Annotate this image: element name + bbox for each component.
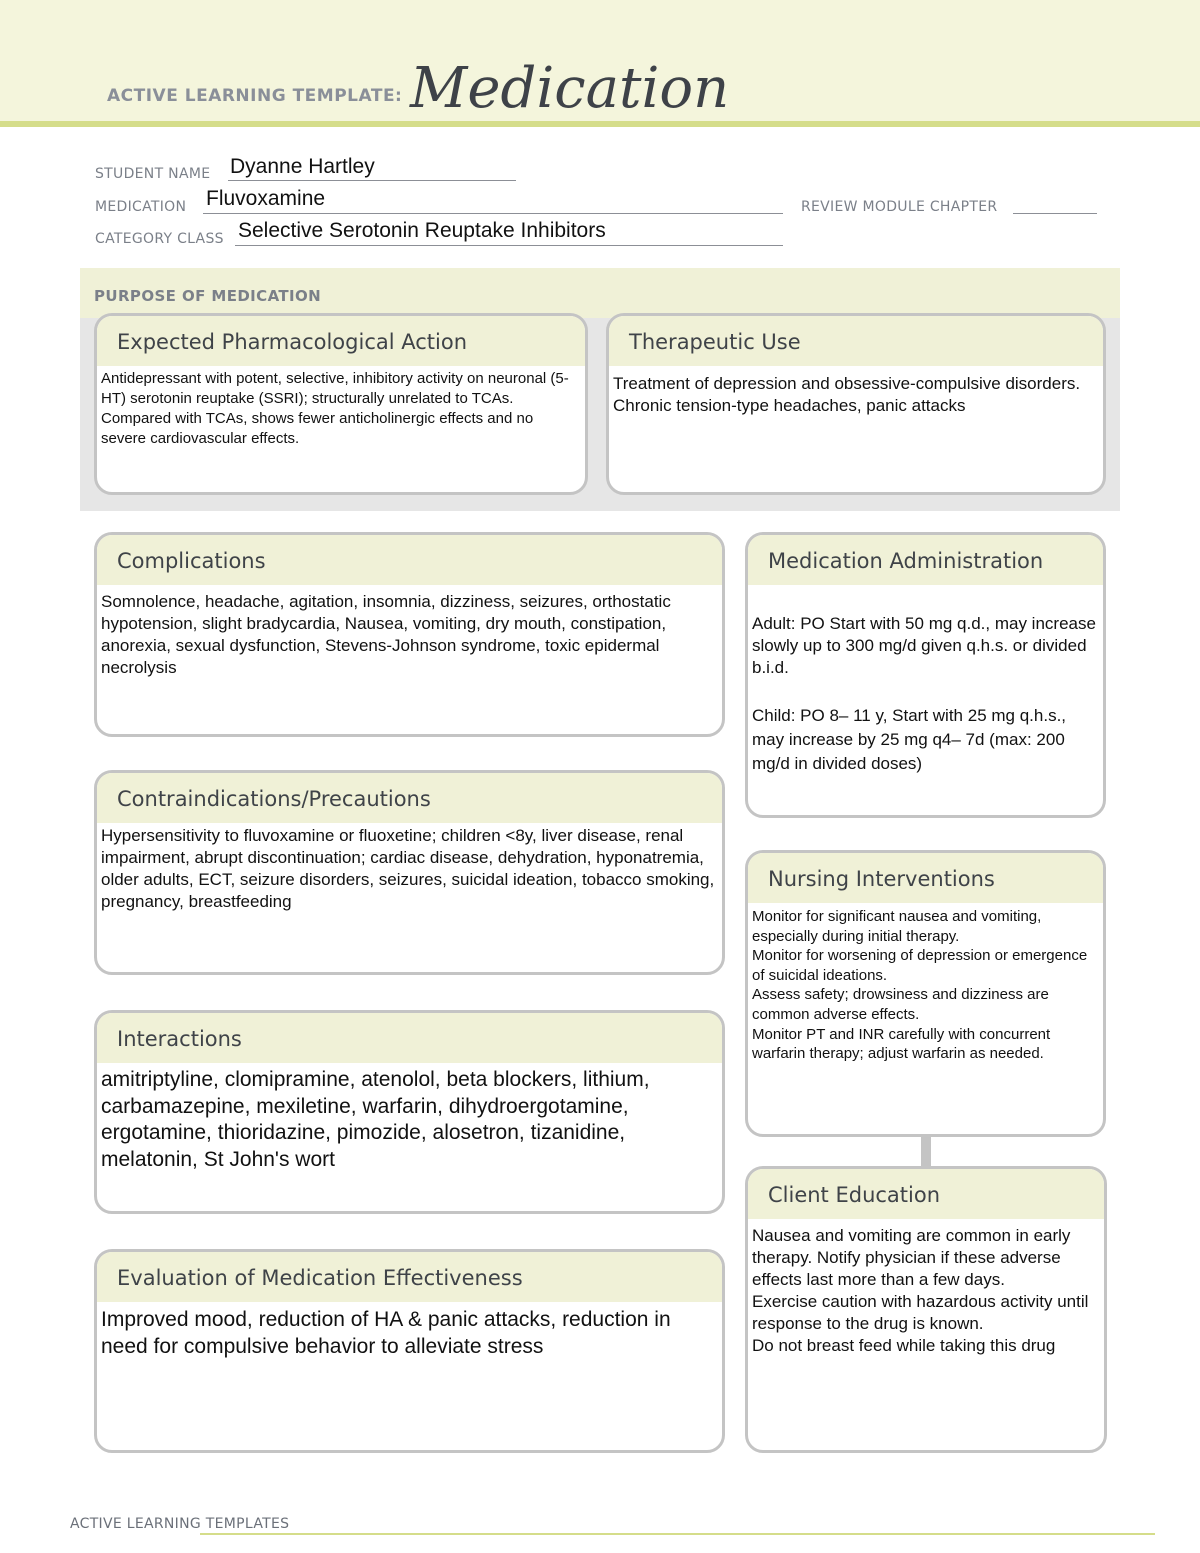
contraindications-header <box>97 773 722 823</box>
expected-action-text[interactable]: Antidepressant with potent, selective, inhibitory activity on neuronal (5-HT) serotonin reuptake (SSRI); structurally unrelated to TCAs. Compared with TCAs, shows fewer anticholinergic effects and no severe cardiovascular effects. <box>101 370 569 447</box>
medication-field[interactable]: Fluvoxamine <box>206 187 326 210</box>
template-title: Medication <box>410 56 730 121</box>
nursing-box <box>745 850 1106 1137</box>
contraindications-title: Contraindications/Precautions <box>117 787 431 811</box>
complications-title: Complications <box>117 549 266 573</box>
nursing-text[interactable]: Monitor for significant nausea and vomiting, especially during initial therapy. Monitor for worsening of depression or emergence of suicidal ideations. Assess safety; drowsiness and dizziness are common adverse effects. Monitor PT and INR carefully with concurrent warfarin therapy; adjust warfarin as needed. <box>752 908 1088 1063</box>
contraindications-text[interactable]: Hypersensitivity to fluvoxamine or fluoxetine; children <8y, liver disease, renal impairment, abrupt discontinuation; cardiac disease, dehydration, hyponatremia, older adults, ECT, seizure disorders, seizures, suicidal ideation, tobacco smoking, pregnancy, breastfeeding <box>101 826 715 911</box>
therapeutic-use-header <box>609 316 1103 366</box>
footer-rule <box>200 1533 1155 1535</box>
interactions-text[interactable]: amitriptyline, clomipramine, atenolol, beta blockers, lithium, carbamazepine, mexiletine, warfarin, dihydroergotamine, ergotamine, thioridazine, pimozide, alosetron, tizanidine, melatonin, St John's wort <box>101 1068 650 1171</box>
interactions-title: Interactions <box>117 1027 242 1051</box>
contraindications-box <box>94 770 725 975</box>
expected-action-header <box>97 316 585 366</box>
complications-box <box>94 532 725 737</box>
nursing-header <box>748 853 1103 903</box>
interactions-header <box>97 1013 722 1063</box>
evaluation-box <box>94 1249 725 1453</box>
administration-child-text[interactable]: Child: PO 8– 11 y, Start with 25 mg q.h.s., may increase by 25 mg q4– 7d (max: 200 mg/d in divided doses) <box>752 706 1067 773</box>
administration-box <box>745 532 1106 818</box>
header-rule <box>0 121 1200 127</box>
purpose-title: PURPOSE OF MEDICATION <box>94 287 322 305</box>
therapeutic-use-box <box>606 313 1106 495</box>
complications-text[interactable]: Somnolence, headache, agitation, insomnia, dizziness, seizures, orthostatic hypotension, slight bradycardia, Nausea, vomiting, dry mouth, constipation, anorexia, sexual dysfunction, Stevens-Johnson syndrome, toxic epidermal necrolysis <box>101 592 671 677</box>
category-class-line <box>235 245 783 246</box>
therapeutic-use-title: Therapeutic Use <box>629 330 801 354</box>
box-connector <box>921 1136 931 1166</box>
client-education-text[interactable]: Nausea and vomiting are common in early therapy. Notify physician if these adverse effects last more than a few days. Exercise caution with hazardous activity until response to the drug is known. Do not breast feed while taking this drug <box>752 1226 1089 1355</box>
category-class-field[interactable]: Selective Serotonin Reuptake Inhibitors <box>238 219 606 242</box>
student-name-line <box>228 180 516 181</box>
expected-action-box <box>94 313 588 495</box>
expected-action-title: Expected Pharmacological Action <box>117 330 468 354</box>
footer-label: ACTIVE LEARNING TEMPLATES <box>70 1516 290 1532</box>
complications-header <box>97 535 722 585</box>
client-education-header <box>748 1169 1104 1219</box>
template-label: ACTIVE LEARNING TEMPLATE: <box>107 86 403 106</box>
review-module-line <box>1013 213 1097 214</box>
student-name-field[interactable]: Dyanne Hartley <box>230 155 375 178</box>
medication-label: MEDICATION <box>95 199 187 215</box>
evaluation-text[interactable]: Improved mood, reduction of HA & panic attacks, reduction in need for compulsive behavior to alleviate stress <box>101 1308 671 1358</box>
review-module-label: REVIEW MODULE CHAPTER <box>801 199 998 215</box>
administration-adult-text[interactable]: Adult: PO Start with 50 mg q.d., may increase slowly up to 300 mg/d given q.h.s. or divided b.i.d. <box>752 614 1096 677</box>
client-education-box <box>745 1166 1107 1453</box>
client-education-title: Client Education <box>768 1183 941 1207</box>
administration-title: Medication Administration <box>768 549 1044 573</box>
therapeutic-use-text[interactable]: Treatment of depression and obsessive-compulsive disorders. Chronic tension-type headaches, panic attacks <box>613 374 1081 415</box>
interactions-box <box>94 1010 725 1214</box>
medication-line <box>203 213 783 214</box>
nursing-title: Nursing Interventions <box>768 867 995 891</box>
administration-header <box>748 535 1103 585</box>
evaluation-header <box>97 1252 722 1302</box>
evaluation-title: Evaluation of Medication Effectiveness <box>117 1266 523 1290</box>
category-class-label: CATEGORY CLASS <box>95 231 224 247</box>
student-name-label: STUDENT NAME <box>95 166 211 182</box>
